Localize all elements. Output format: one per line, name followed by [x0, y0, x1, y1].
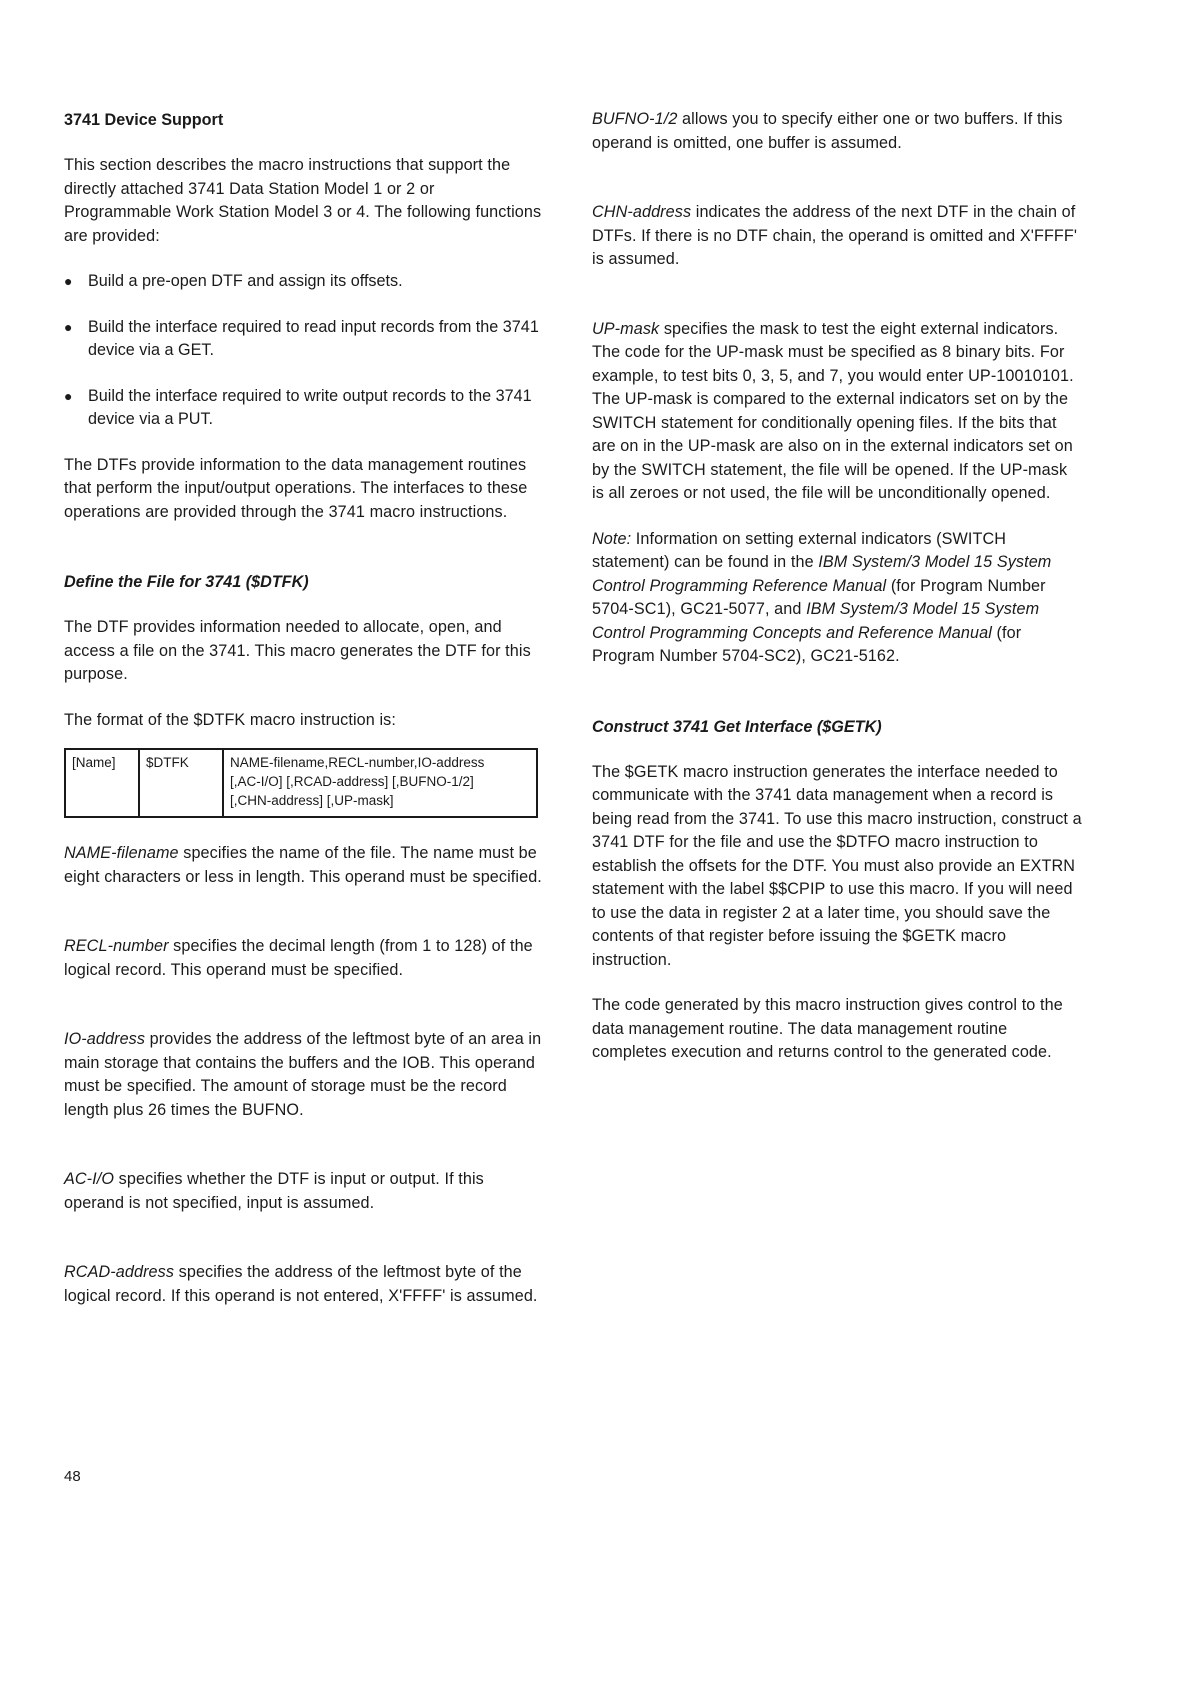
section-heading: 3741 Device Support	[64, 111, 224, 129]
format-intro: The format of the $DTFK macro instruction is:	[64, 710, 396, 729]
operand-up-mask: UP-mask specifies the mask to test the eight external indicators. The code for the UP-mask must be specified as 8 binary bits. For example, to test bits 0, 3, 5, and 7, you would enter UP-10010101. The UP-mask is compared to the external indicators set on by the SWITCH statement for conditionally opening files. If the bits that are on in the UP-mask are also on in the external indicators set on by the SWITCH statement, the file will be opened. If the UP-mask is all zeroes or not used, the file will be unconditionally opened.	[592, 319, 1074, 502]
reference-manual-title: IBM System/3 Model 15 System Control Programming Concepts and Reference Manual	[592, 600, 1040, 642]
format-op-cell: $DTFK	[139, 749, 223, 817]
page-number: 48	[64, 1468, 81, 1485]
operand-bufno: BUFNO-1/2 allows you to specify either one or two buffers. If this operand is omitted, one buffer is assumed.	[592, 110, 1063, 152]
note-paragraph: Note: Information on setting external indicators (SWITCH statement) can be found in the IBM System/3 Model 15 System Control Programming Reference Manual (for Program Number 5704-SC1), GC21-5077, and IBM System/3 Model 15 System Control Programming Concepts and Reference Manual (for Program Number 5704-SC2), GC21-5162.	[592, 529, 1052, 665]
format-table	[64, 748, 538, 818]
operand-recl-number: RECL-number specifies the decimal length (from 1 to 128) of the logical record. This operand must be specified.	[64, 937, 533, 979]
dtf-description: The DTF provides information needed to allocate, open, and access a file on the 3741. This macro generates the DTF for this purpose.	[64, 618, 531, 683]
getk-control-paragraph: The code generated by this macro instruction gives control to the data management routine. The data management routine completes execution and returns control to the generated code.	[592, 996, 1063, 1061]
table-row	[65, 749, 537, 817]
format-operands-cell	[223, 749, 537, 817]
operand-chn-address: CHN-address indicates the address of the next DTF in the chain of DTFs. If there is no DTF chain, the operand is omitted and X'FFFF' is assumed.	[592, 203, 1078, 268]
dtf-paragraph: The DTFs provide information to the data management routines that perform the input/output operations. The interfaces to these operations are provided through the 3741 macro instructions.	[64, 455, 528, 521]
format-line: [,AC-I/O] [,RCAD-address] [,BUFNO-1/2]	[230, 774, 474, 789]
operand-io-address: IO-address provides the address of the leftmost byte of an area in main storage that contains the buffers and the IOB. This operand must be specified. The amount of storage must be the record length plus 26 times the BUFNO.	[64, 1030, 542, 1119]
intro-paragraph: This section describes the macro instructions that support the directly attached 3741 Data Station Model 1 or 2 or Programmable Work Station Model 3 or 4. The following functions are provided:	[64, 156, 542, 245]
list-item: ● Build the interface required to write output records to the 3741 device via a PUT.	[64, 386, 532, 428]
list-item: ● Build a pre-open DTF and assign its offsets.	[64, 270, 544, 294]
format-line: NAME-filename,RECL-number,IO-address	[230, 755, 485, 770]
format-line: [,CHN-address] [,UP-mask]	[230, 793, 394, 808]
bullet-icon: ●	[64, 318, 73, 335]
right-column	[592, 108, 1082, 1065]
operand-ac-io: AC-I/O specifies whether the DTF is input or output. If this operand is not specified, input is assumed.	[64, 1170, 484, 1212]
note-label: Note:	[592, 529, 632, 548]
bullet-icon: ●	[64, 273, 73, 289]
operand-name-filename: NAME-filename specifies the name of the file. The name must be eight characters or less in length. This operand must be specified.	[64, 844, 542, 886]
bullet-icon: ●	[64, 387, 73, 404]
left-column	[64, 108, 544, 1308]
list-item: ● Build the interface required to read input records from the 3741 device via a GET.	[64, 317, 539, 359]
subsection-heading-dtfk: Define the File for 3741 ($DTFK)	[64, 573, 309, 591]
format-name-cell: [Name]	[65, 749, 139, 817]
function-list	[64, 270, 544, 432]
reference-manual-title: IBM System/3 Model 15 System Control Programming Reference Manual	[592, 553, 1052, 595]
getk-paragraph: The $GETK macro instruction generates the interface needed to communicate with the 3741 data management when a record is being read from the 3741. To use this macro instruction, construct a 3741 DTF for the file and use the $DTFO macro instruction to establish the offsets for the DTF. You must also provide an EXTRN statement with the label $$CPIP to use this macro. If you will need to use the data in register 2 at a later time, you should save the contents of that register before issuing the $GETK macro instruction.	[592, 762, 1082, 969]
subsection-heading-getk: Construct 3741 Get Interface ($GETK)	[592, 717, 882, 736]
operand-rcad-address: RCAD-address specifies the address of the leftmost byte of the logical record. If this operand is not entered, X'FFFF' is assumed.	[64, 1263, 538, 1305]
